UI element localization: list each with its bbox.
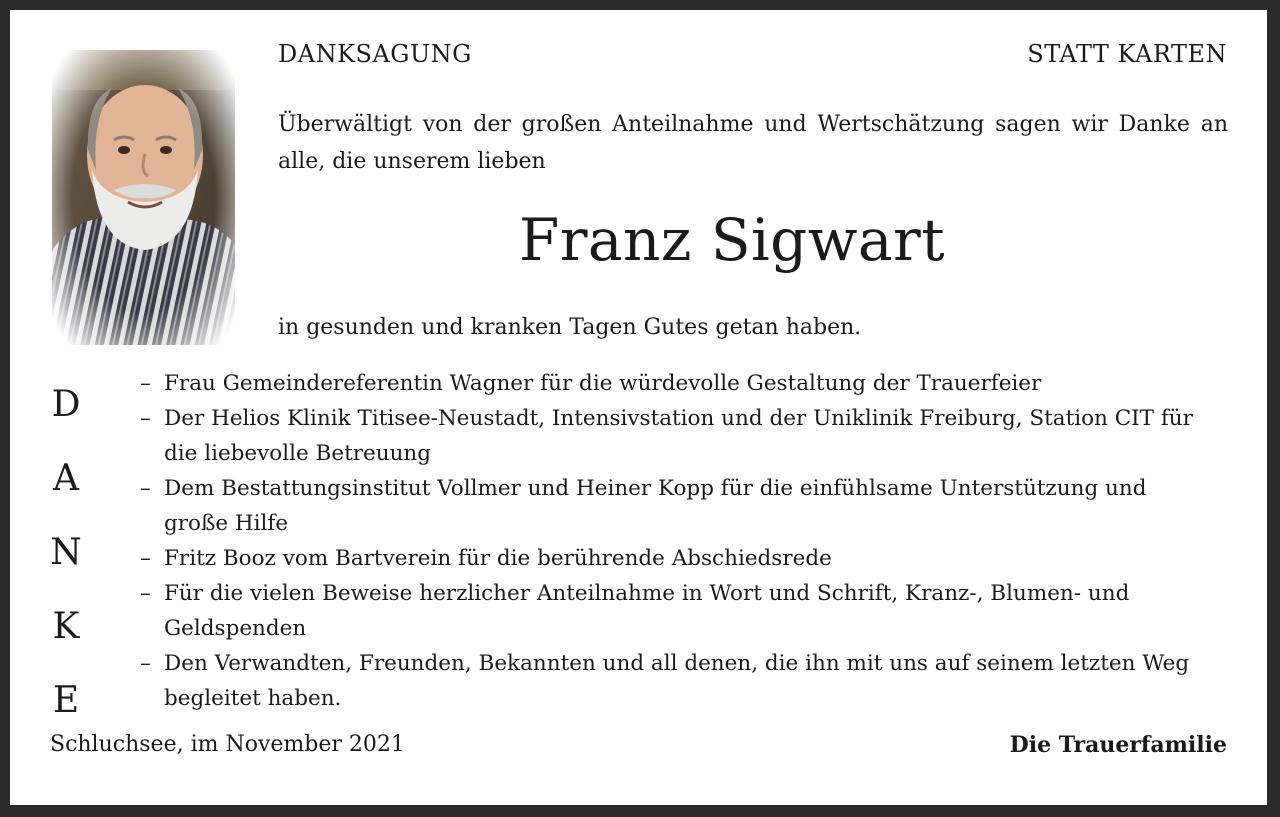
portrait-photo	[52, 50, 235, 345]
list-item-text: Frau Gemeindereferentin Wagner für die würdevolle Gestaltung der Trauerfeier	[164, 371, 1042, 396]
list-dash: –	[140, 371, 151, 396]
heading-statt-karten: STATT KARTEN	[1027, 40, 1227, 68]
list-item-text: Für die vielen Beweise herzlicher Anteilnahme in Wort und Schrift, Kranz-, Blumen- und Geldspenden	[164, 581, 1130, 641]
danke-letter: E	[52, 680, 80, 721]
list-item	[140, 366, 1200, 401]
list-dash: –	[140, 581, 151, 606]
danke-letter: K	[52, 606, 80, 647]
list-item	[140, 646, 1200, 716]
list-dash: –	[140, 651, 151, 676]
heading-danksagung: DANKSAGUNG	[278, 40, 472, 68]
obituary-card	[10, 10, 1267, 805]
list-item	[140, 401, 1200, 471]
list-dash: –	[140, 476, 151, 501]
list-dash: –	[140, 546, 151, 571]
danke-letter: N	[50, 532, 82, 573]
list-item-text: Fritz Booz vom Bartverein für die berührende Abschiedsrede	[164, 546, 832, 571]
deceased-name: Franz Sigwart	[518, 206, 946, 274]
place-date: Schluchsee, im November 2021	[50, 732, 405, 757]
list-item	[140, 576, 1200, 646]
thanks-list	[140, 366, 1200, 716]
list-item-text: Dem Bestattungsinstitut Vollmer und Heiner Kopp für die einfühlsame Unterstützung und große Hilfe	[164, 476, 1147, 536]
intro-text: Überwältigt von der großen Anteilnahme und Wertschätzung sagen wir Danke an alle, die unserem lieben	[278, 112, 1228, 174]
danke-letter: D	[51, 384, 81, 425]
signature-family: Die Trauerfamilie	[1009, 732, 1227, 758]
list-dash: –	[140, 406, 151, 431]
list-item-text: Der Helios Klinik Titisee-Neustadt, Intensivstation und der Uniklinik Freiburg, Station CIT für die liebevolle Betreuung	[164, 406, 1193, 466]
danke-letter: A	[53, 458, 79, 499]
list-item	[140, 541, 1200, 576]
after-name-text: in gesunden und kranken Tagen Gutes getan haben.	[278, 315, 862, 340]
list-item-text: Den Verwandten, Freunden, Bekannten und all denen, die ihn mit uns auf seinem letzten Weg begleitet haben.	[164, 651, 1190, 711]
danke-vertical	[46, 368, 86, 738]
list-item	[140, 471, 1200, 541]
